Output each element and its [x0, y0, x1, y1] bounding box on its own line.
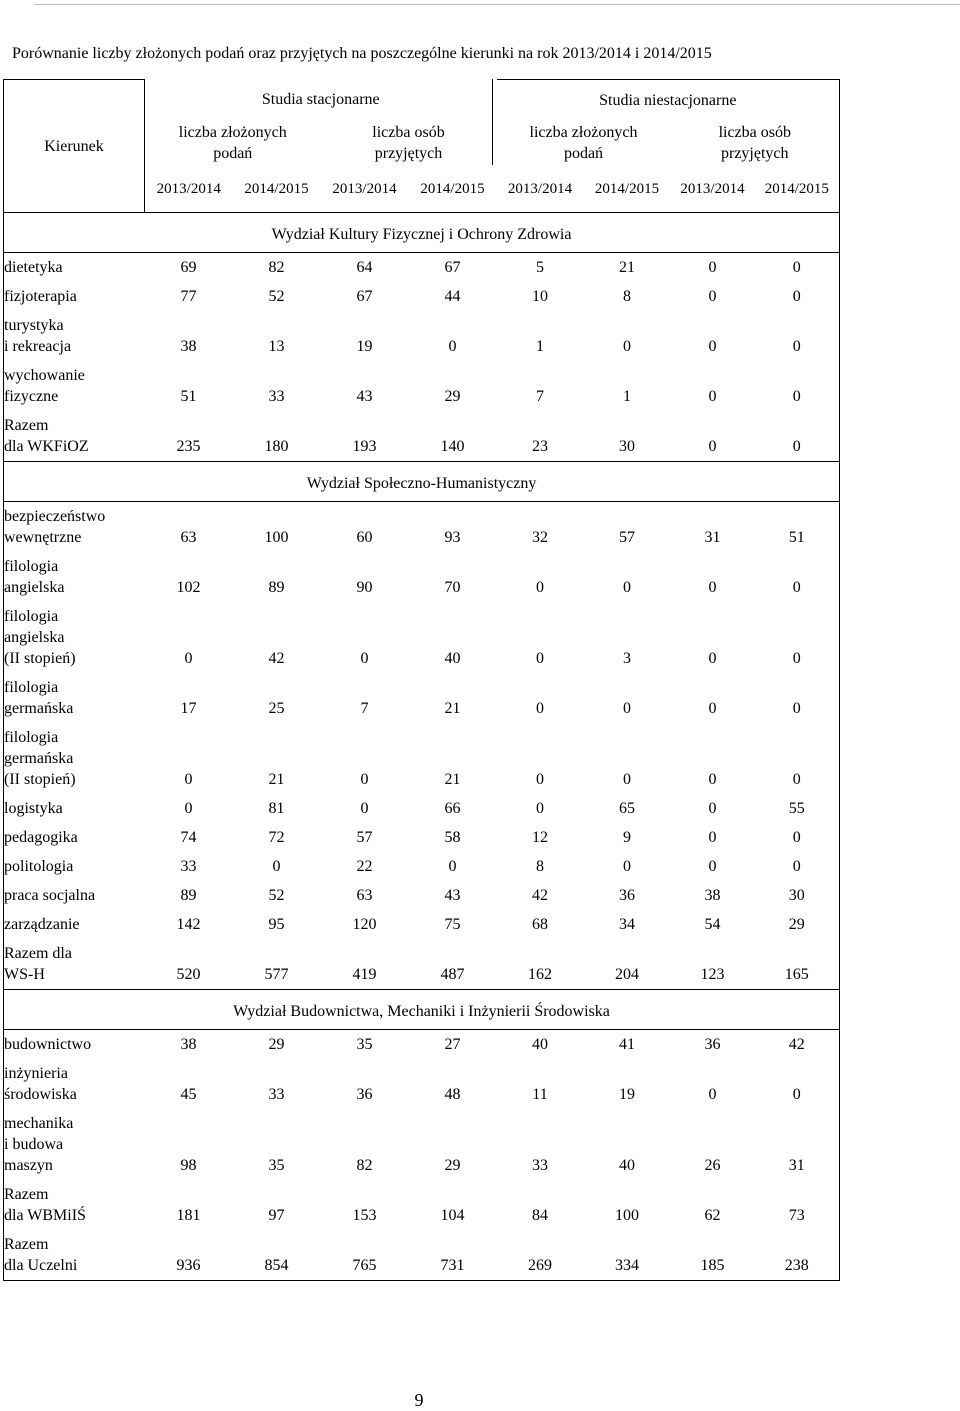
kierunek-name-line: logistyka: [4, 800, 63, 817]
value-cell: 97: [268, 1207, 285, 1224]
kierunek-name: [4, 361, 145, 411]
kierunek-name: [4, 1230, 145, 1281]
value-cell: 0: [708, 650, 717, 667]
value-cell: 140: [409, 411, 497, 462]
table-row: [4, 823, 840, 852]
value-cell: 5: [536, 259, 544, 276]
kierunek-name: [4, 311, 145, 361]
value-cell: 84: [532, 1207, 548, 1224]
value-cell: 33: [180, 858, 197, 875]
value-cell: 193: [321, 411, 409, 462]
kierunek-name-line: WS-H: [4, 966, 45, 983]
value-cell: 89: [268, 579, 285, 596]
page-number: 9: [414, 1390, 424, 1410]
value-cell: 0: [708, 338, 717, 355]
value-cell: 98: [180, 1157, 197, 1174]
value-cell: 0: [671, 411, 755, 462]
value-cell: 0: [708, 771, 717, 788]
value-cell: 13: [268, 338, 285, 355]
year-header: 2014/2015: [584, 166, 671, 213]
value-cell: 577: [233, 939, 321, 990]
value-cell: 0: [623, 338, 631, 355]
kierunek-name-line: wychowanie: [4, 367, 85, 384]
kierunek-name-line: germańska: [4, 700, 74, 717]
kierunek-name: [4, 411, 145, 462]
kierunek-name: [4, 881, 145, 910]
value-cell: 1: [536, 338, 544, 355]
kierunek-name-line: Razem: [4, 1236, 49, 1253]
value-cell: 31: [755, 1109, 840, 1180]
kierunek-name-line: germańska: [4, 750, 74, 767]
kierunek-name-line: inżynieria: [4, 1065, 68, 1082]
value-cell: 1: [623, 388, 631, 405]
value-cell: 41: [619, 1036, 635, 1053]
kierunek-name: [4, 823, 145, 852]
value-cell: 89: [180, 887, 197, 904]
value-cell: 65: [619, 800, 635, 817]
value-cell: 334: [584, 1230, 671, 1281]
value-cell: 19: [356, 338, 373, 355]
value-cell: 238: [755, 1230, 840, 1281]
kierunek-name-line: fizjoterapia: [4, 288, 77, 305]
kierunek-name-line: bezpieczeństwo: [4, 508, 106, 525]
value-cell: 36: [704, 1036, 721, 1053]
faculty-header: [4, 462, 840, 502]
value-cell: 32: [532, 529, 548, 546]
value-cell: 19: [619, 1086, 635, 1103]
value-cell: 66: [444, 800, 461, 817]
value-cell: 120: [352, 916, 377, 933]
value-cell: 0: [755, 1059, 840, 1109]
value-cell: 0: [448, 858, 457, 875]
value-cell: 0: [184, 650, 193, 667]
year-header: 2014/2015: [409, 166, 497, 213]
kierunek-name: [4, 673, 145, 723]
value-cell: 100: [264, 529, 289, 546]
value-cell: 33: [532, 1157, 548, 1174]
niestac-zlozonych-header: liczba złożonych podań: [529, 124, 638, 162]
kierunek-name: [4, 282, 145, 311]
value-cell: 42: [532, 887, 548, 904]
value-cell: 181: [176, 1207, 201, 1224]
value-cell: 0: [536, 771, 544, 788]
value-cell: 12: [532, 829, 548, 846]
value-cell: 0: [708, 288, 717, 305]
stac-zlozonych-header: liczba złożonych podań: [178, 124, 287, 162]
value-cell: 0: [536, 650, 544, 667]
value-cell: 765: [321, 1230, 409, 1281]
table-row: [4, 1109, 840, 1180]
kierunek-name-line: maszyn: [4, 1157, 53, 1174]
kierunek-name-line: dla Uczelni: [4, 1257, 78, 1274]
stacjonarne-header: Studia stacjonarne: [261, 91, 380, 109]
year-header: 2013/2014: [497, 166, 584, 213]
value-cell: 0: [755, 723, 840, 794]
year-header: 2013/2014: [321, 166, 409, 213]
top-rule: [34, 4, 960, 5]
table-row: [4, 552, 840, 602]
value-cell: 0: [360, 771, 369, 788]
kierunek-name-line: pedagogika: [4, 829, 78, 846]
value-cell: 44: [444, 288, 461, 305]
header-divider: [492, 79, 493, 165]
year-header: 2013/2014: [671, 166, 755, 213]
value-cell: 0: [755, 852, 840, 881]
value-cell: 30: [755, 881, 840, 910]
kierunek-name-line: filologia: [4, 729, 59, 746]
value-cell: 0: [755, 673, 840, 723]
value-cell: 0: [623, 700, 631, 717]
value-cell: 936: [145, 1230, 233, 1281]
value-cell: 82: [268, 259, 285, 276]
value-cell: 30: [584, 411, 671, 462]
value-cell: 52: [268, 288, 285, 305]
value-cell: 57: [356, 829, 373, 846]
value-cell: 43: [444, 887, 461, 904]
value-cell: 48: [444, 1086, 461, 1103]
kierunek-name: [4, 552, 145, 602]
value-cell: 185: [671, 1230, 755, 1281]
value-cell: 57: [619, 529, 635, 546]
value-cell: 93: [444, 529, 461, 546]
value-cell: 67: [356, 288, 373, 305]
value-cell: 21: [444, 700, 461, 717]
kierunek-name-line: angielska: [4, 579, 65, 596]
value-cell: 29: [444, 388, 461, 405]
kierunek-name-line: wewnętrzne: [4, 529, 82, 546]
value-cell: 0: [708, 1086, 717, 1103]
kierunek-name: [4, 1180, 145, 1230]
value-cell: 34: [619, 916, 635, 933]
table-row: [4, 253, 840, 283]
value-cell: 21: [268, 771, 285, 788]
year-header: 2014/2015: [755, 166, 840, 213]
table-row: [4, 939, 840, 990]
value-cell: 0: [708, 700, 717, 717]
value-cell: 69: [180, 259, 197, 276]
faculty-header: [4, 213, 840, 253]
value-cell: 854: [233, 1230, 321, 1281]
year-header: 2013/2014: [145, 166, 233, 213]
value-cell: 10: [532, 288, 548, 305]
kierunek-name-line: dietetyka: [4, 259, 63, 276]
value-cell: 0: [708, 259, 717, 276]
value-cell: 27: [444, 1036, 461, 1053]
value-cell: 123: [671, 939, 755, 990]
value-cell: 0: [623, 771, 631, 788]
value-cell: 25: [268, 700, 285, 717]
value-cell: 40: [532, 1036, 548, 1053]
value-cell: 0: [623, 579, 631, 596]
kierunek-name-line: Razem dla: [4, 945, 72, 962]
kierunek-name-line: Razem: [4, 1186, 49, 1203]
table-row: [4, 602, 840, 673]
value-cell: 22: [356, 858, 373, 875]
value-cell: 235: [145, 411, 233, 462]
kierunek-name-line: i budowa: [4, 1136, 64, 1153]
value-cell: 51: [755, 502, 840, 553]
kierunek-name: [4, 1030, 145, 1060]
value-cell: 45: [180, 1086, 197, 1103]
value-cell: 63: [180, 529, 197, 546]
kierunek-name: [4, 1109, 145, 1180]
value-cell: 0: [755, 823, 840, 852]
value-cell: 0: [755, 602, 840, 673]
value-cell: 29: [268, 1036, 285, 1053]
section-1: [4, 213, 840, 462]
value-cell: 162: [497, 939, 584, 990]
table-row: [4, 1230, 840, 1281]
kierunek-name-line: mechanika: [4, 1115, 74, 1132]
value-cell: 62: [704, 1207, 721, 1224]
kierunek-name-line: filologia: [4, 679, 59, 696]
value-cell: 142: [176, 916, 201, 933]
value-cell: 31: [704, 529, 721, 546]
table-row: [4, 1180, 840, 1230]
value-cell: 0: [708, 579, 717, 596]
kierunek-name: [4, 602, 145, 673]
section-2: [4, 462, 840, 990]
kierunek-name-line: Razem: [4, 417, 49, 434]
value-cell: 90: [356, 579, 373, 596]
table-row: [4, 502, 840, 553]
value-cell: 95: [268, 916, 285, 933]
value-cell: 269: [497, 1230, 584, 1281]
value-cell: 81: [268, 800, 285, 817]
value-cell: 54: [704, 916, 721, 933]
faculty-name: Wydział Społeczno-Humanistyczny: [306, 475, 537, 492]
table-row: [4, 1059, 840, 1109]
faculty-name: Wydział Kultury Fizycznej i Ochrony Zdrowia: [271, 226, 572, 243]
value-cell: 35: [268, 1157, 285, 1174]
value-cell: 58: [444, 829, 461, 846]
value-cell: 38: [704, 887, 721, 904]
value-cell: 40: [444, 650, 461, 667]
value-cell: 36: [356, 1086, 373, 1103]
value-cell: 0: [755, 311, 840, 361]
value-cell: 67: [444, 259, 461, 276]
kierunek-name-line: i rekreacja: [4, 338, 72, 355]
value-cell: 0: [536, 800, 544, 817]
value-cell: 9: [623, 829, 631, 846]
faculty-header: [4, 990, 840, 1030]
value-cell: 0: [755, 411, 840, 462]
value-cell: 7: [360, 700, 369, 717]
kierunek-name: [4, 1059, 145, 1109]
value-cell: 17: [180, 700, 197, 717]
faculty-name: Wydział Budownictwa, Mechaniki i Inżynierii Środowiska: [233, 1003, 610, 1020]
value-cell: 55: [755, 794, 840, 823]
kierunek-name: [4, 794, 145, 823]
value-cell: 419: [321, 939, 409, 990]
kierunek-name-line: dla WBMiIŚ: [4, 1207, 86, 1224]
table-row: [4, 794, 840, 823]
value-cell: 42: [268, 650, 285, 667]
kierunek-name-line: dla WKFiOZ: [4, 438, 89, 455]
kierunek-name-line: budownictwo: [4, 1036, 92, 1053]
value-cell: 0: [184, 771, 193, 788]
year-header: 2014/2015: [233, 166, 321, 213]
value-cell: 33: [268, 1086, 285, 1103]
value-cell: 21: [619, 259, 635, 276]
value-cell: 70: [444, 579, 461, 596]
value-cell: 21: [444, 771, 461, 788]
kierunek-name-line: zarządzanie: [4, 916, 80, 933]
value-cell: 51: [180, 388, 197, 405]
value-cell: 0: [708, 858, 717, 875]
table-row: [4, 881, 840, 910]
kierunek-name: [4, 502, 145, 553]
section-3: [4, 990, 840, 1281]
value-cell: 0: [708, 388, 717, 405]
value-cell: 7: [536, 388, 544, 405]
value-cell: 33: [268, 388, 285, 405]
value-cell: 0: [755, 552, 840, 602]
table-row: [4, 361, 840, 411]
value-cell: 0: [708, 829, 717, 846]
value-cell: 0: [755, 282, 840, 311]
value-cell: 3: [623, 650, 631, 667]
kierunek-name-line: angielska: [4, 629, 65, 646]
value-cell: 77: [180, 288, 197, 305]
kierunek-name: [4, 939, 145, 990]
table-row: [4, 852, 840, 881]
value-cell: 8: [623, 288, 631, 305]
value-cell: 36: [619, 887, 635, 904]
value-cell: 64: [356, 259, 373, 276]
value-cell: 165: [755, 939, 840, 990]
value-cell: 82: [356, 1157, 373, 1174]
value-cell: 72: [268, 829, 285, 846]
value-cell: 60: [356, 529, 373, 546]
comparison-table: [3, 79, 840, 1281]
value-cell: 520: [145, 939, 233, 990]
table-row: [4, 311, 840, 361]
value-cell: 0: [623, 858, 631, 875]
value-cell: 73: [755, 1180, 840, 1230]
kierunek-name-line: filologia: [4, 558, 59, 575]
value-cell: 43: [356, 388, 373, 405]
value-cell: 731: [409, 1230, 497, 1281]
kierunek-name: [4, 852, 145, 881]
kierunek-name-line: środowiska: [4, 1086, 77, 1103]
value-cell: 11: [532, 1086, 548, 1103]
value-cell: 23: [497, 411, 584, 462]
kierunek-name-line: politologia: [4, 858, 74, 875]
kierunek-name-line: filologia: [4, 608, 59, 625]
value-cell: 153: [352, 1207, 377, 1224]
value-cell: 38: [180, 1036, 197, 1053]
kierunek-name: [4, 723, 145, 794]
value-cell: 102: [176, 579, 201, 596]
value-cell: 29: [444, 1157, 461, 1174]
niestac-osob-header: liczba osób przyjętych: [671, 120, 840, 166]
kierunek-name-line: (II stopień): [4, 650, 76, 667]
kierunek-name-line: fizyczne: [4, 388, 59, 405]
value-cell: 74: [180, 829, 197, 846]
table-row: [4, 411, 840, 462]
value-cell: 0: [755, 253, 840, 283]
value-cell: 8: [536, 858, 544, 875]
value-cell: 204: [584, 939, 671, 990]
page-title: Porównanie liczby złożonych podań oraz przyjętych na poszczególne kierunki na rok 2013/2014 i 2014/2015: [12, 45, 712, 62]
table-row: [4, 723, 840, 794]
value-cell: 0: [708, 800, 717, 817]
kierunek-name-line: turystyka: [4, 317, 64, 334]
table-row: [4, 1030, 840, 1060]
value-cell: 35: [356, 1036, 373, 1053]
table-row: [4, 282, 840, 311]
kierunek-name: [4, 253, 145, 283]
table-row: [4, 910, 840, 939]
value-cell: 63: [356, 887, 373, 904]
table-row: [4, 673, 840, 723]
value-cell: 0: [536, 700, 544, 717]
value-cell: 0: [755, 361, 840, 411]
value-cell: 0: [272, 858, 281, 875]
value-cell: 75: [444, 916, 461, 933]
value-cell: 40: [619, 1157, 635, 1174]
value-cell: 0: [184, 800, 193, 817]
value-cell: 38: [180, 338, 197, 355]
value-cell: 0: [448, 338, 457, 355]
stac-osob-header: liczba osób przyjętych: [372, 124, 445, 162]
niestacjonarne-header: Studia niestacjonarne: [497, 80, 840, 121]
value-cell: 29: [755, 910, 840, 939]
value-cell: 0: [360, 800, 369, 817]
value-cell: 52: [268, 887, 285, 904]
kierunek-name-line: (II stopień): [4, 771, 76, 788]
value-cell: 104: [440, 1207, 465, 1224]
value-cell: 487: [409, 939, 497, 990]
kierunek-header: Kierunek: [4, 80, 145, 213]
value-cell: 42: [755, 1030, 840, 1060]
value-cell: 26: [704, 1157, 721, 1174]
value-cell: 100: [615, 1207, 639, 1224]
value-cell: 180: [233, 411, 321, 462]
value-cell: 68: [532, 916, 548, 933]
kierunek-name-line: praca socjalna: [4, 887, 96, 904]
value-cell: 0: [536, 579, 544, 596]
value-cell: 0: [360, 650, 369, 667]
kierunek-name: [4, 910, 145, 939]
